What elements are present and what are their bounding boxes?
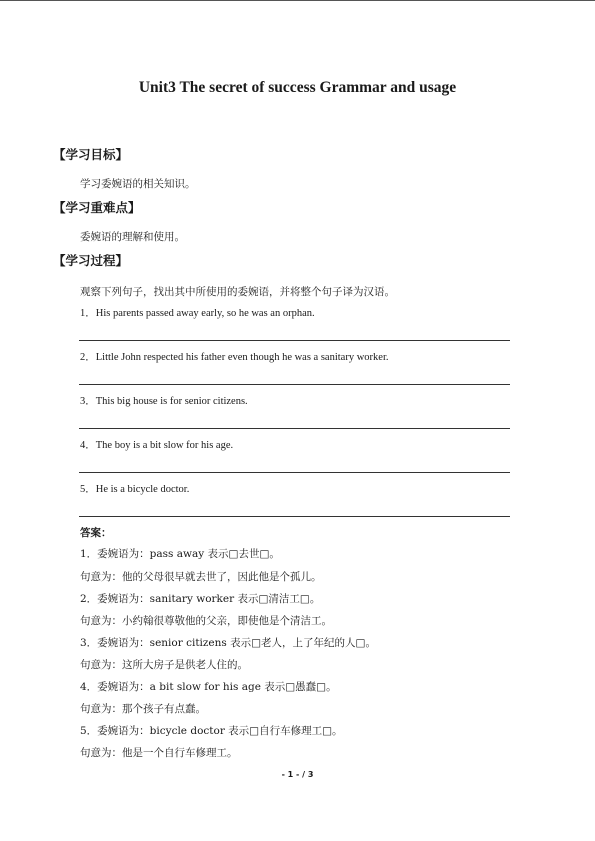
answer-line-5 (79, 516, 510, 517)
question-4: 4．The boy is a bit slow for his age. (80, 440, 234, 451)
answer-4-meaning: 句意为：那个孩子有点蠢。 (80, 703, 206, 715)
answer-2-meaning: 句意为：小约翰很尊敬他的父亲，即使他是个清洁工。 (80, 615, 332, 627)
answer-2-euphemism: 2．委婉语为：sanitary worker 表示□清洁工□。 (80, 593, 321, 605)
answers-label: 答案： (80, 527, 112, 539)
top-border (0, 0, 595, 1)
page-number: - 1 - / 3 (281, 770, 314, 779)
goal-text: 学习委婉语的相关知识。 (80, 178, 196, 190)
answer-5-meaning: 句意为：他是一个自行车修理工。 (80, 747, 238, 759)
answer-line-4 (79, 472, 510, 473)
key-points-heading: 【学习重难点】 (53, 200, 141, 215)
answer-3-euphemism: 3．委婉语为：senior citizens 表示□老人，上了年纪的人□。 (80, 637, 376, 649)
answer-1-meaning: 句意为：他的父母很早就去世了，因此他是个孤儿。 (80, 571, 322, 583)
answer-4-euphemism: 4．委婉语为：a bit slow for his age 表示□愚蠢□。 (80, 681, 337, 693)
answer-line-3 (79, 428, 510, 429)
answer-3-meaning: 句意为：这所大房子是供老人住的。 (80, 659, 248, 671)
process-heading: 【学习过程】 (53, 253, 129, 268)
key-points-text: 委婉语的理解和使用。 (80, 231, 185, 243)
question-5: 5．He is a bicycle doctor. (80, 484, 190, 495)
goal-heading: 【学习目标】 (53, 147, 129, 162)
page-title: Unit3 The secret of success Grammar and usage (138, 79, 457, 96)
question-1: 1．His parents passed away early, so he was an orphan. (80, 308, 315, 319)
answer-1-euphemism: 1．委婉语为：pass away 表示□去世□。 (80, 548, 280, 560)
answer-line-1 (79, 340, 510, 341)
answer-line-2 (79, 384, 510, 385)
question-2: 2．Little John respected his father even though he was a sanitary worker. (80, 352, 389, 363)
question-3: 3．This big house is for senior citizens. (80, 396, 248, 407)
instruction-text: 观察下列句子，找出其中所使用的委婉语，并将整个句子译为汉语。 (80, 286, 395, 298)
answer-5-euphemism: 5．委婉语为：bicycle doctor 表示□自行车修理工□。 (80, 725, 343, 737)
